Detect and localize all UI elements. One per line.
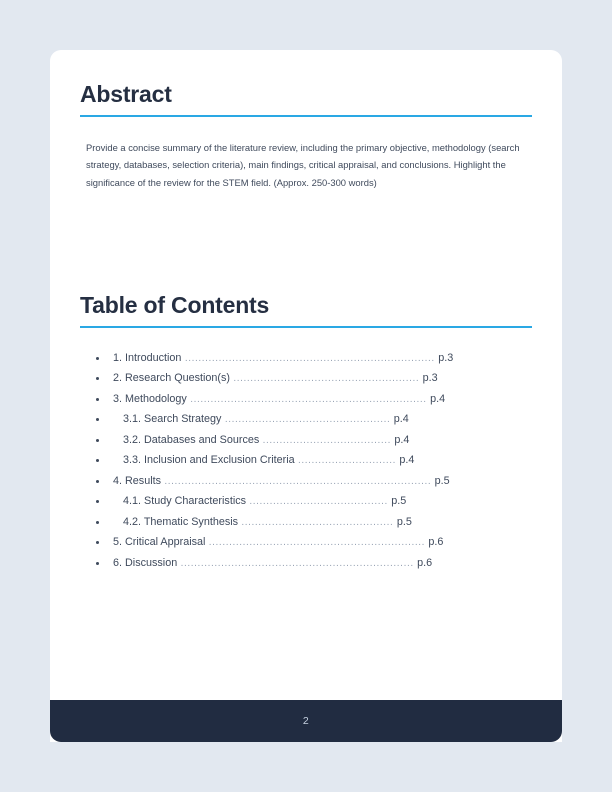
toc-entry[interactable]: [80, 491, 532, 512]
abstract-heading-rule: [80, 115, 532, 117]
toc-entry-page: p.4: [393, 413, 409, 426]
toc-entry[interactable]: [80, 450, 532, 471]
page-footer: [50, 700, 562, 742]
toc-entry-page: p.5: [396, 515, 412, 528]
toc-entry-leader: ......................................: [259, 434, 395, 446]
toc-entry-page: p.5: [391, 495, 407, 508]
document-content: [50, 50, 562, 573]
toc-entry-leader: .............................................: [238, 516, 397, 528]
toc-entry-label: 3. Methodology: [113, 392, 187, 405]
toc-entry-page: p.5: [434, 474, 450, 487]
toc-entry-page: p.3: [422, 372, 438, 385]
toc-entry-label: 1. Introduction: [113, 351, 182, 364]
toc-entry-page: p.3: [438, 351, 454, 364]
toc-entry-leader: .....................................................................: [177, 557, 418, 569]
toc-entry-label: 2. Research Question(s): [113, 372, 231, 385]
toc-entry-label: 6. Discussion: [113, 556, 178, 569]
toc-entry[interactable]: [80, 409, 532, 430]
toc-entry[interactable]: [80, 471, 532, 492]
toc-entry[interactable]: [80, 532, 532, 553]
table-of-contents-heading-rule: [80, 326, 532, 328]
toc-entry-label: 3.3. Inclusion and Exclusion Criteria: [123, 454, 295, 467]
toc-entry[interactable]: [80, 348, 532, 369]
abstract-heading: Abstract: [80, 81, 172, 107]
toc-entry-page: p.6: [417, 556, 433, 569]
toc-entry[interactable]: [80, 512, 532, 533]
toc-entry-label: 3.2. Databases and Sources: [123, 433, 260, 446]
document-card: [50, 50, 562, 742]
toc-entry[interactable]: [80, 368, 532, 389]
toc-entry-page: p.6: [428, 536, 444, 549]
footer-page-number: 2: [302, 715, 310, 727]
toc-entry[interactable]: [80, 430, 532, 451]
toc-entry-leader: .............................: [294, 455, 400, 467]
toc-entry-leader: ...............................................................................: [161, 475, 435, 487]
toc-entry[interactable]: [80, 553, 532, 574]
toc-entry-leader: .........................................: [246, 496, 392, 508]
table-of-contents-heading: Table of Contents: [80, 291, 270, 318]
table-of-contents-section: [80, 293, 532, 573]
toc-entry-page: p.4: [430, 392, 446, 405]
toc-entry-leader: .......................................................: [230, 373, 423, 385]
toc-entry-leader: ......................................................................: [186, 393, 431, 405]
abstract-section: [80, 82, 532, 191]
abstract-body-text: Provide a concise summary of the literature review, including the primary objective, methodology (search strategy, databases, selection criteria), main findings, critical appraisal, and conclusions. Highlight the significance of the review for the STEM field. (Approx. 250-300 words): [86, 141, 520, 188]
toc-entry-leader: .................................................: [221, 414, 394, 426]
toc-entry-label: 5. Critical Appraisal: [113, 536, 206, 549]
table-of-contents-list: [80, 348, 532, 574]
toc-entry-page: p.4: [399, 454, 415, 467]
toc-entry-label: 3.1. Search Strategy: [123, 413, 222, 426]
toc-entry[interactable]: [80, 389, 532, 410]
toc-entry-label: 4. Results: [113, 474, 162, 487]
toc-entry-leader: ................................................................: [205, 537, 429, 549]
section-spacer: [80, 201, 532, 293]
toc-entry-label: 4.1. Study Characteristics: [123, 495, 247, 508]
toc-entry-label: 4.2. Thematic Synthesis: [123, 515, 239, 528]
toc-entry-page: p.4: [394, 433, 410, 446]
toc-entry-leader: ..........................................................................: [181, 352, 439, 364]
